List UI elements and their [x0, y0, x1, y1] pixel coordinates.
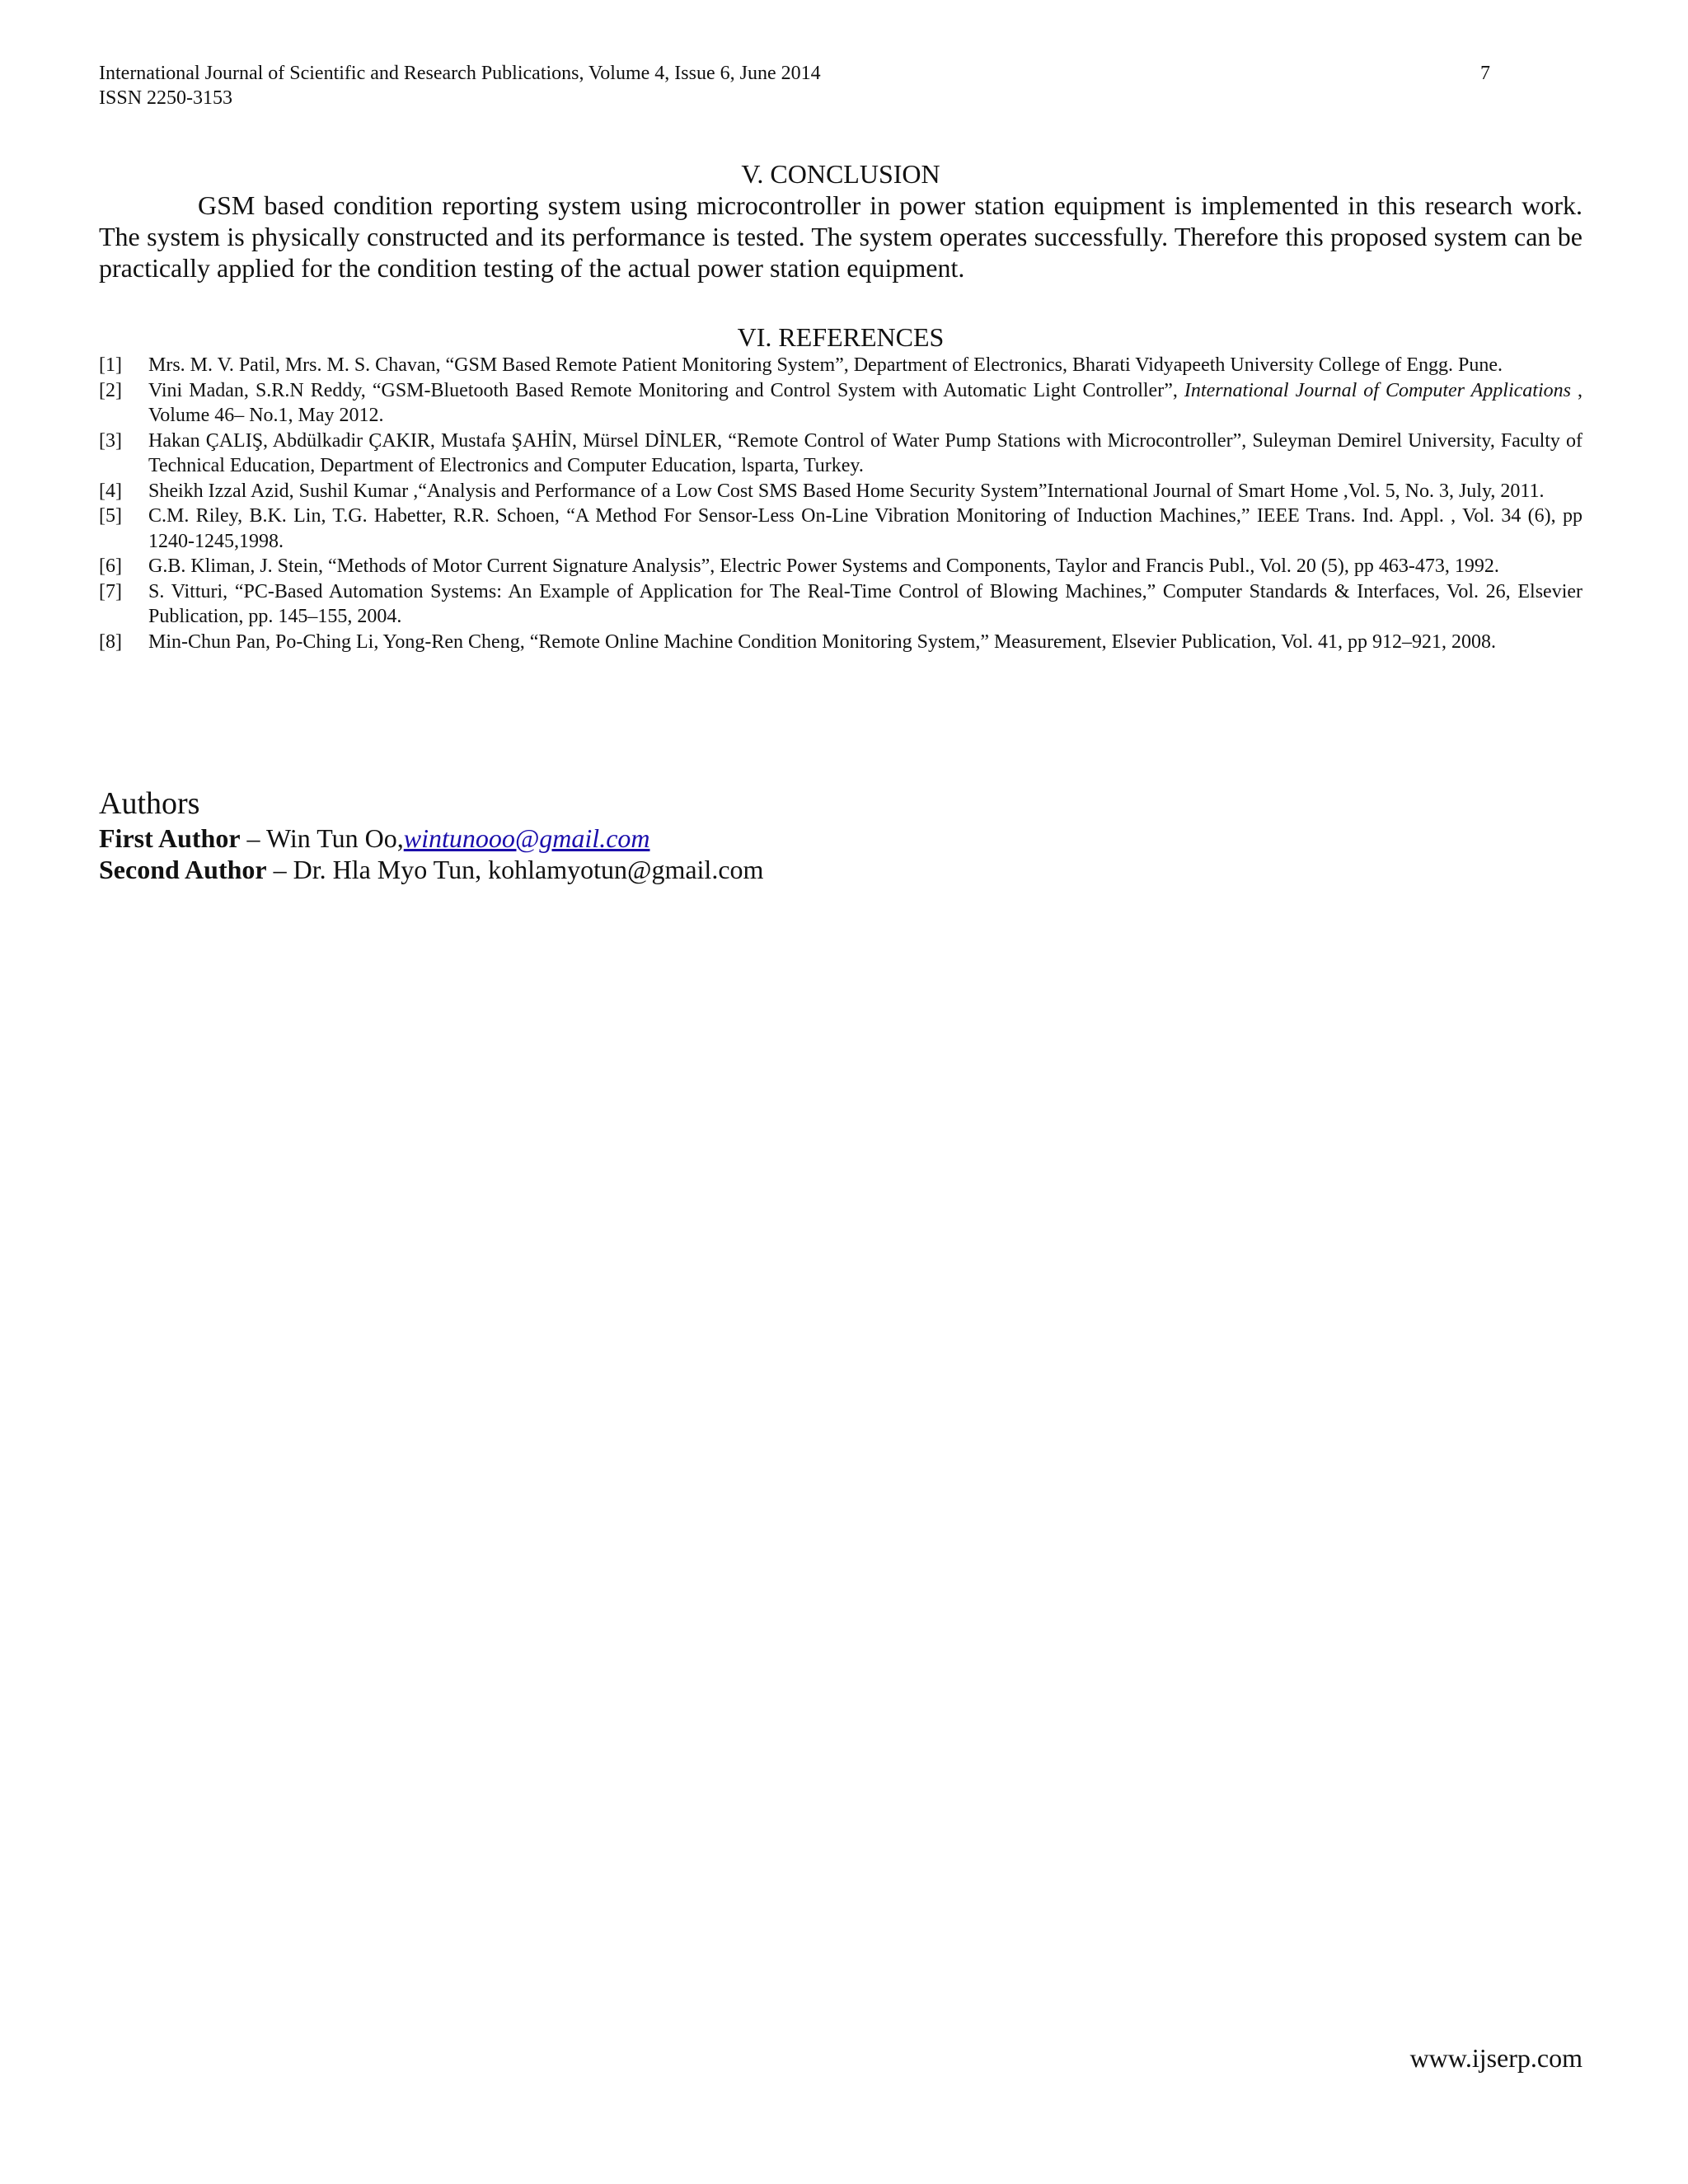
first-author-email-link[interactable]: wintunooo@gmail.com: [403, 823, 650, 853]
reference-item: [99, 630, 1582, 655]
reference-item: [99, 479, 1582, 504]
page-number: 7: [1480, 63, 1490, 84]
conclusion-heading: V. CONCLUSION: [741, 159, 940, 189]
author-separator: –: [240, 823, 266, 853]
reference-journal-title: International Journal of Computer Applications: [1184, 379, 1571, 401]
second-author-line: [99, 854, 763, 885]
reference-list: [99, 353, 1582, 654]
reference-number: [1]: [99, 354, 122, 376]
first-author-line: [99, 823, 650, 854]
reference-text: [148, 378, 1582, 429]
conclusion-paragraph: GSM based condition reporting system using microcontroller in power station equipment is implemented in this research work. The system is physically constructed and its performance is tested. The system operates successfully. Therefore this proposed system can be practically applied for the condition testing of the actual power station equipment.: [99, 190, 1582, 283]
reference-item: [99, 429, 1582, 479]
reference-item: [99, 353, 1582, 378]
reference-item: [99, 579, 1582, 630]
reference-text: G.B. Kliman, J. Stein, “Methods of Motor Current Signature Analysis”, Electric Power Systems and Components, Taylor and Francis Publ., Vol. 20 (5), pp 463-473, 1992.: [148, 555, 1499, 577]
reference-number: [3]: [99, 429, 122, 452]
first-author-name: Win Tun Oo,: [265, 823, 404, 853]
footer-url: www.ijserp.com: [1409, 2043, 1582, 2073]
reference-number: [4]: [99, 480, 122, 502]
reference-number: [8]: [99, 630, 122, 653]
reference-number: [2]: [99, 379, 122, 401]
journal-header: International Journal of Scientific and Research Publications, Volume 4, Issue 6, June 2014: [99, 63, 821, 84]
issn-header: ISSN 2250-3153: [99, 87, 233, 109]
reference-number: [5]: [99, 505, 122, 527]
author-separator: –: [266, 855, 293, 884]
reference-text: S. Vitturi, “PC-Based Automation Systems: An Example of Application for The Real-Time Control of Blowing Machines,” Computer Standards & Interfaces, Vol. 26, Elsevier Publication, pp. 145–155, 2004.: [148, 580, 1582, 627]
authors-heading: Authors: [99, 786, 200, 821]
references-heading: VI. REFERENCES: [737, 322, 945, 352]
first-author-label: First Author: [99, 823, 241, 853]
reference-item: [99, 378, 1582, 429]
reference-item: [99, 554, 1582, 579]
reference-item: [99, 504, 1582, 554]
reference-text: Sheikh Izzal Azid, Sushil Kumar ,“Analysis and Performance of a Low Cost SMS Based Home Security System”International Journal of Smart Home ,Vol. 5, No. 3, July, 2011.: [148, 480, 1545, 502]
reference-text-part: , Volume 46– No.1, May 2012.: [148, 379, 1583, 426]
reference-text: Min-Chun Pan, Po-Ching Li, Yong-Ren Cheng, “Remote Online Machine Condition Monitoring System,” Measurement, Elsevier Publication, Vol. 41, pp 912–921, 2008.: [148, 630, 1497, 653]
second-author-label: Second Author: [99, 855, 267, 884]
reference-number: [6]: [99, 555, 122, 577]
reference-text: Mrs. M. V. Patil, Mrs. M. S. Chavan, “GSM Based Remote Patient Monitoring System”, Department of Electronics, Bharati Vidyapeeth University College of Engg. Pune.: [148, 354, 1503, 376]
reference-text: C.M. Riley, B.K. Lin, T.G. Habetter, R.R. Schoen, “A Method For Sensor-Less On-Line Vibration Monitoring of Induction Machines,” IEEE Trans. Ind. Appl. , Vol. 34 (6), pp 1240-1245,1998.: [148, 505, 1582, 552]
reference-text-part: Vini Madan, S.R.N Reddy, “GSM-Bluetooth Based Remote Monitoring and Control System with Automatic Light Controller”,: [148, 379, 1184, 401]
reference-number: [7]: [99, 580, 122, 602]
reference-text: Hakan ÇALIŞ, Abdülkadir ÇAKIR, Mustafa ŞAHİN, Mürsel DİNLER, “Remote Control of Water Pump Stations with Microcontroller”, Suleyman Demirel University, Faculty of Technical Education, Department of Electronics and Computer Education, lsparta, Turkey.: [148, 429, 1582, 476]
second-author-details: Dr. Hla Myo Tun, kohlamyotun@gmail.com: [293, 855, 764, 884]
